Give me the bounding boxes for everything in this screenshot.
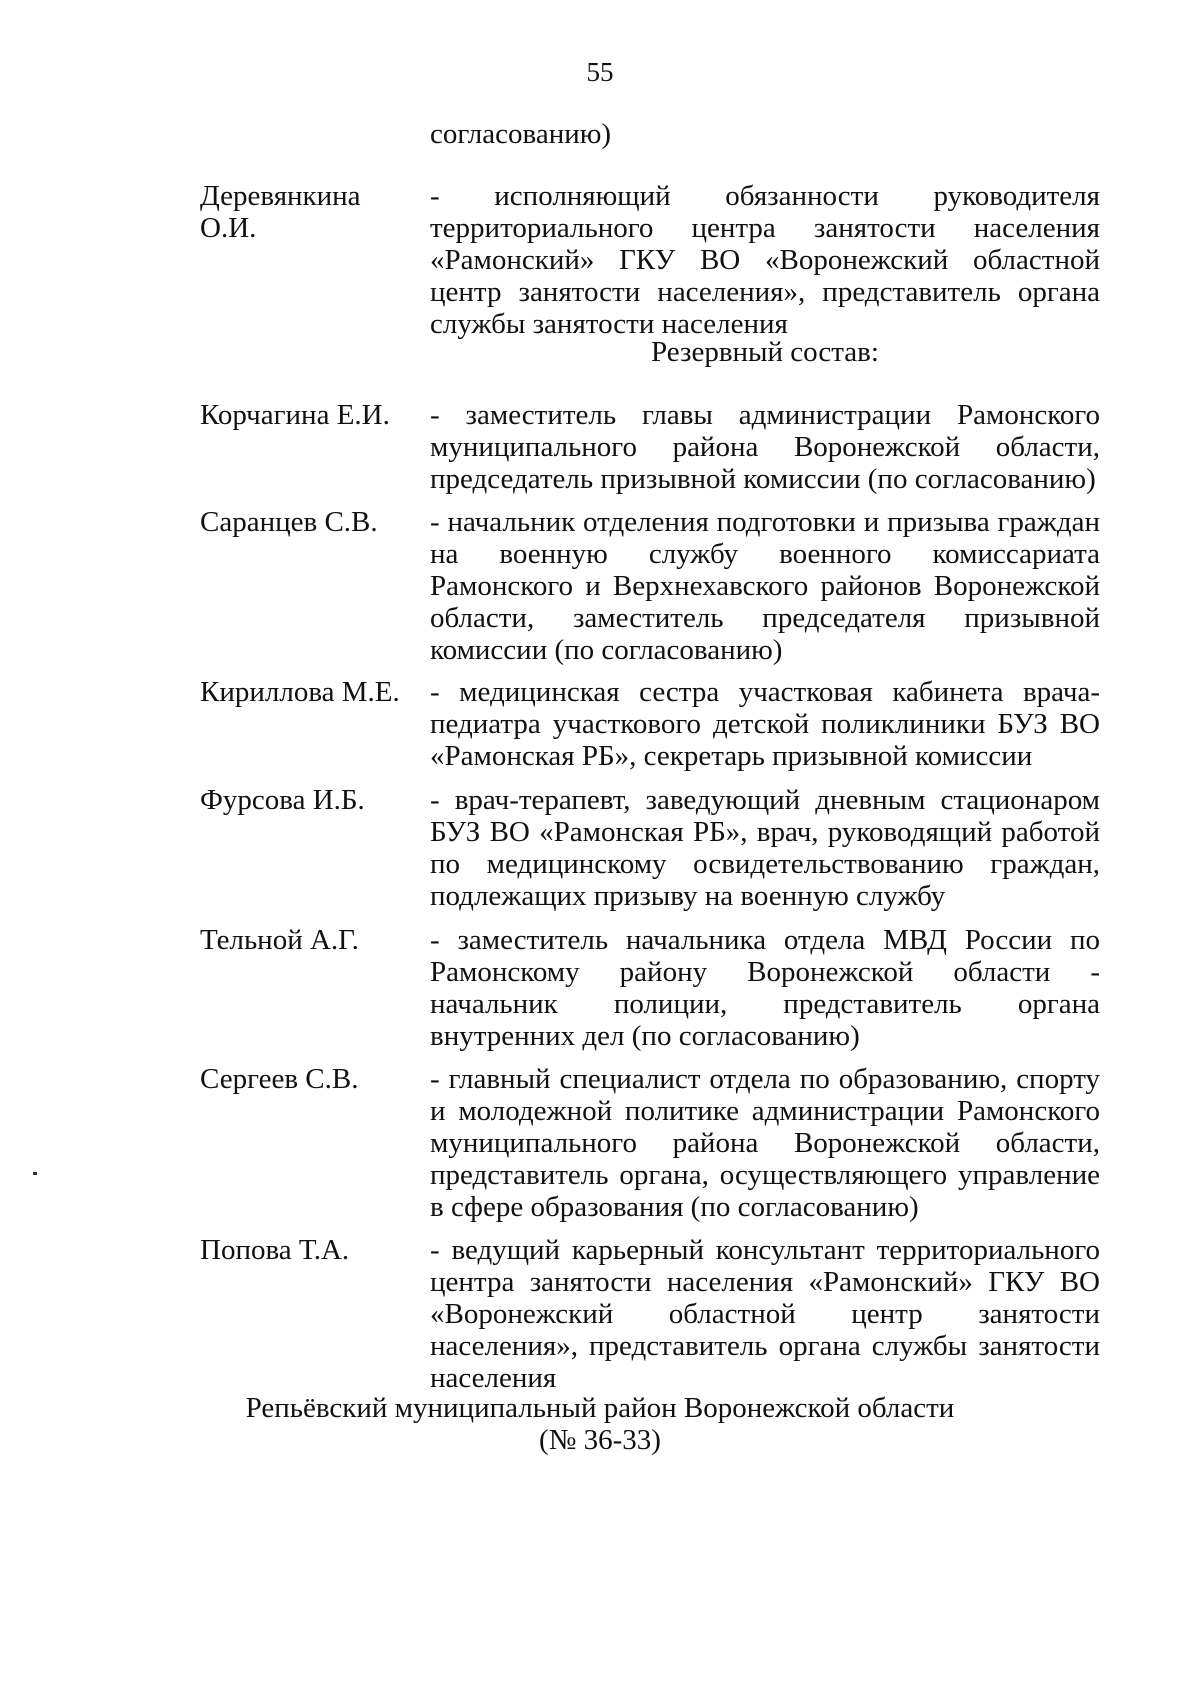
member-name: Сергеев С.В. [200,1063,359,1095]
member-name-line1: Деревянкина [200,180,361,212]
member-name: Кириллова М.Е. [200,676,400,708]
member-description: - заместитель главы администрации Рамонского муниципального района Воронежской области, председатель призывной комиссии (по согласованию) [430,399,1100,495]
district-heading [0,1392,1200,1456]
member-description: - исполняющий обязанности руководителя территориального центра занятости населения «Рамонский» ГКУ ВО «Воронежский областной центр занятости населения», представитель органа службы занятости населения [430,180,1100,340]
member-description: - медицинская сестра участковая кабинета врача-педиатра участкового детской поликлиники БУЗ ВО «Рамонская РБ», секретарь призывной комиссии [430,676,1100,772]
member-name-line2: О.И. [200,212,257,244]
member-description: - заместитель начальника отдела МВД России по Рамонскому району Воронежской области - начальник полиции, представитель органа внутренних дел (по согласованию) [430,924,1100,1052]
continuation-text: согласованию) [430,118,612,150]
reserve-heading: Резервный состав: [651,336,879,368]
member-name: Корчагина Е.И. [200,399,390,431]
page-number: 55 [586,57,614,87]
district-title: Репьёвский муниципальный район Воронежской области [245,1392,955,1424]
member-description: - главный специалист отдела по образованию, спорту и молодежной политике администрации Рамонского муниципального района Воронежской области, представитель органа, осуществляющего управление в сфере образования (по согласованию) [430,1063,1100,1223]
district-number: (№ 36-33) [539,1424,661,1456]
member-description: - врач-терапевт, заведующий дневным стационаром БУЗ ВО «Рамонская РБ», врач, руководящий работой по медицинскому освидетельствованию граждан, подлежащих призыву на военную службу [430,784,1100,912]
member-name: Саранцев С.В. [200,506,378,538]
member-name: Тельной А.Г. [200,924,359,956]
scan-speck [33,1172,37,1175]
member-description: - ведущий карьерный консультант территориального центра занятости населения «Рамонский» ГКУ ВО «Воронежский областной центр занятости населения», представитель органа службы занятости населения [430,1234,1100,1394]
member-name: Попова Т.А. [200,1234,350,1266]
member-name: Фурсова И.Б. [200,784,365,816]
member-description: - начальник отделения подготовки и призыва граждан на военную службу военного комиссариата Рамонского и Верхнехавского районов Воронежской области, заместитель председателя призывной комиссии (по согласованию) [430,506,1100,666]
member-name [200,180,400,244]
